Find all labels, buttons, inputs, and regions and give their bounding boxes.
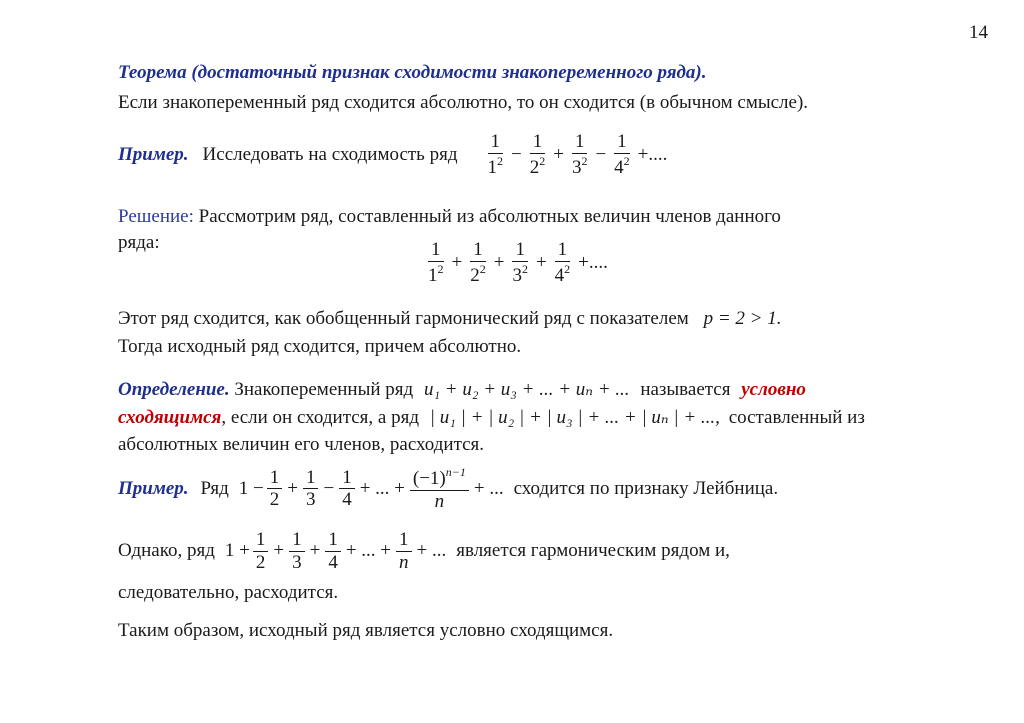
example2-text1: Ряд (200, 477, 229, 499)
solution-text2: ряда: (118, 232, 160, 253)
definition-term1: условно (741, 379, 806, 400)
example1-op-3: − (595, 143, 607, 165)
however-frac-1: $\frac{1}{2}$ (253, 530, 269, 573)
abs-op-3: + (535, 251, 547, 273)
theorem-text: Если знакопеременный ряд сходится абсолютно, то он сходится (в обычном смысле). (118, 92, 809, 113)
page-number: 14 (969, 22, 988, 43)
example2-general-term: $\frac{(-1)^{n-1}}{n}$ (410, 466, 469, 512)
example2-op-1: + (287, 477, 298, 499)
example2-row (118, 466, 778, 512)
definition-text4: составленный из (728, 407, 865, 428)
abs-op-1: + (451, 251, 463, 273)
conclusion-formula: p = 2 > 1. (703, 308, 782, 329)
however-op-2: + (309, 540, 321, 562)
however-lead: 1 + (224, 540, 250, 562)
however-row (118, 530, 730, 573)
example2-text2: сходится по признаку Лейбница. (513, 477, 779, 499)
abs-term-1: $\frac{1}{1^2}$ (428, 239, 444, 286)
abs-term-2: $\frac{1}{2^2}$ (470, 239, 486, 286)
definition-line1 (118, 378, 806, 401)
abs-series-row (422, 240, 610, 286)
example2-tail: + ... (473, 477, 504, 499)
definition-label: Определение. (118, 379, 230, 400)
example1-term-4: $\frac{1}{4^2}$ (614, 131, 630, 178)
however-text2: является гармоническим рядом и, (456, 540, 730, 562)
however-text3: следовательно, расходится. (118, 582, 339, 603)
example1-term-2: $\frac{1}{2^2}$ (529, 131, 546, 178)
example2-op-2: − (323, 477, 335, 499)
definition-text1: Знакопеременный ряд (234, 379, 414, 400)
however-frac-4: $\frac{1}{n}$ (396, 530, 412, 573)
abs-op-4: +.... (578, 251, 608, 273)
final-text: Таким образом, исходный ряд является условно сходящимся. (118, 620, 614, 641)
definition-term2: сходящимся (118, 407, 222, 428)
however-frac-2: $\frac{1}{3}$ (289, 530, 305, 573)
definition-text3: , если он сходится, а ряд (221, 407, 420, 428)
theorem-title: Теорема (достаточный признак сходимости знакопеременного ряда). (118, 62, 707, 83)
example2-lead: 1 − (238, 477, 264, 499)
however-tail: + ... (416, 540, 447, 562)
however-op-1: + (273, 540, 285, 562)
definition-text2: называется (640, 379, 731, 400)
conclusion-text1: Этот ряд сходится, как обобщенный гармонический ряд с показателем (118, 308, 689, 329)
solution-text1: Рассмотрим ряд, составленный из абсолютных величин членов данного (198, 206, 781, 227)
definition-abs-series: | u₁ | + | u₂ | + | u₃ | + ... + | uₙ | + ..., (429, 407, 720, 428)
solution-line1 (118, 206, 781, 228)
however-op-3: + ... + (345, 540, 392, 562)
definition-series: u₁ + u₂ + u₃ + ... + uₙ + ... (423, 379, 630, 400)
example1-op-1: − (511, 143, 522, 165)
abs-term-4: $\frac{1}{4^2}$ (554, 239, 571, 286)
example1-op-2: + (553, 143, 564, 165)
example2-frac-2: $\frac{1}{3}$ (303, 468, 319, 511)
example2-frac-3: $\frac{1}{4}$ (339, 468, 355, 511)
conclusion-line2: Тогда исходный ряд сходится, причем абсолютно. (118, 336, 522, 357)
example1-text: Исследовать на сходимость ряд (202, 143, 458, 165)
definition-line2 (118, 406, 865, 429)
example2-op-3: + ... + (359, 477, 405, 499)
definition-text5: абсолютных величин его членов, расходится. (118, 434, 485, 455)
example2-label: Пример. (118, 477, 189, 499)
solution-label: Решение: (118, 206, 194, 227)
however-frac-3: $\frac{1}{4}$ (325, 530, 341, 573)
example1-term-3: $\frac{1}{3^2}$ (571, 131, 588, 178)
abs-term-3: $\frac{1}{3^2}$ (512, 239, 528, 286)
example1-row (118, 132, 669, 178)
abs-op-2: + (493, 251, 505, 273)
example1-op-4: +.... (637, 143, 668, 165)
example2-frac-1: $\frac{1}{2}$ (267, 468, 283, 511)
example1-label: Пример. (118, 143, 189, 165)
however-text1: Однако, ряд (118, 540, 215, 562)
example1-term-1: $\frac{1}{1^2}$ (487, 131, 503, 178)
conclusion-line1 (118, 308, 781, 330)
